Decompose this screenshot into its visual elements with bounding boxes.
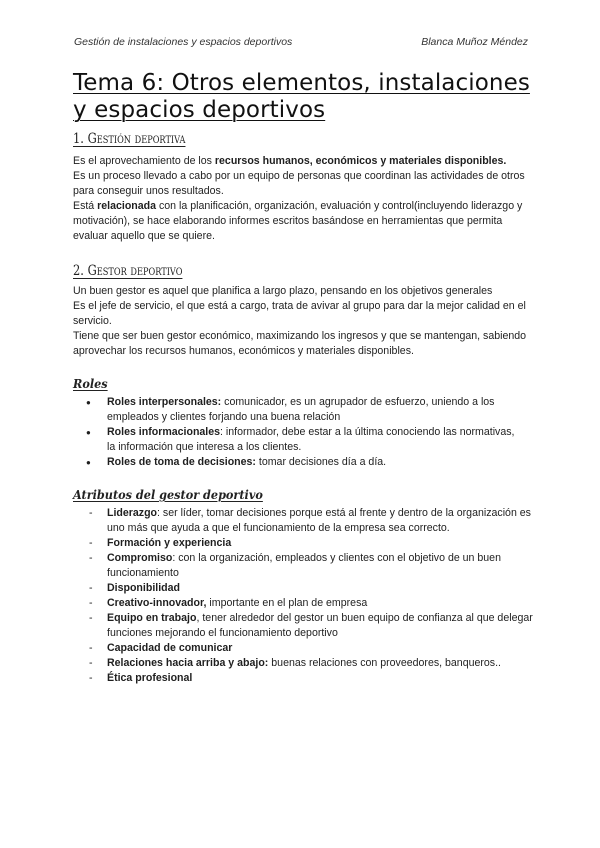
text: con la planificación, organización, evaluación y control(incluyendo liderazgo y motivación), se hace elaborando informes escritos basándose en herramientas que permita evaluar aquello que se quiere. xyxy=(73,200,523,242)
list-item xyxy=(73,506,533,536)
bold-text: Liderazgo xyxy=(107,507,158,519)
bold-text: Ética profesional xyxy=(107,672,193,684)
list-item xyxy=(73,656,533,671)
bold-text: Roles interpersonales: xyxy=(107,396,222,408)
text: , tener alrededor del gestor un buen equipo de confianza al que delegar funciones mejorando el funcionamiento deportivo xyxy=(107,612,533,639)
subheading-atributos: Atributos del gestor deportivo xyxy=(73,487,263,502)
section-heading-gestion-deportiva: 1. Gestión deportiva xyxy=(73,131,186,147)
bold-text: Roles de toma de decisiones: xyxy=(107,456,256,468)
header-course-title: Gestión de instalaciones y espacios deportivos xyxy=(74,36,293,48)
list-item xyxy=(73,611,533,641)
bold-text: recursos humanos, económicos y materiales disponibles. xyxy=(214,155,507,167)
bold-text: Relaciones hacia arriba y abajo: xyxy=(107,657,269,669)
bold-text: Capacidad de comunicar xyxy=(107,642,233,654)
text: : informador, debe estar a la última conociendo las normativas, la información que interesa a los clientes. xyxy=(107,426,515,453)
bold-text: relacionada xyxy=(97,200,157,212)
bold-text: Disponibilidad xyxy=(107,582,180,594)
list-item xyxy=(73,581,533,596)
roles-list xyxy=(73,395,523,470)
list-item xyxy=(73,671,533,686)
subheading-roles: Roles xyxy=(73,376,108,391)
text: comunicador, es un agrupador de esfuerzo, uniendo a los empleados y clientes forjando una buena relación xyxy=(107,396,495,423)
list-item xyxy=(73,596,533,611)
text: Es el aprovechamiento de los xyxy=(73,155,215,167)
section-body-gestor-deportivo xyxy=(73,284,533,359)
paragraph xyxy=(73,199,533,244)
text: : ser líder, tomar decisiones porque está al frente y dentro de la organización es uno más que ayuda a que el funcionamiento de la empresa sea correcto. xyxy=(107,507,531,534)
header-author: Blanca Muñoz Méndez xyxy=(421,36,528,48)
attributes-list xyxy=(73,506,533,686)
bold-text: Equipo en trabajo xyxy=(107,612,197,624)
bold-text: Roles informacionales xyxy=(107,426,221,438)
paragraph: Tiene que ser buen gestor económico, maximizando los ingresos y que se mantengan, sabiendo aprovechar los recursos humanos, económicos y materiales disponibles. xyxy=(73,330,527,357)
paragraph xyxy=(73,154,533,169)
section-heading-gestor-deportivo: 2. Gestor deportivo xyxy=(73,263,183,279)
paragraph: Es un proceso llevado a cabo por un equipo de personas que coordinan las actividades de otros para conseguir unos resultados. xyxy=(73,170,525,197)
paragraph: Un buen gestor es aquel que planifica a largo plazo, pensando en los objetivos generales xyxy=(73,285,493,297)
text: tomar decisiones día a día. xyxy=(255,456,387,468)
page-title: Tema 6: Otros elementos, instalaciones y espacios deportivos xyxy=(73,70,530,123)
list-item xyxy=(73,395,523,425)
list-item xyxy=(73,641,533,656)
bold-text: Compromiso xyxy=(107,552,173,564)
text: : con la organización, empleados y clientes con el objetivo de un buen funcionamiento xyxy=(107,552,501,579)
bold-text: Formación y experiencia xyxy=(107,537,232,549)
bold-text: Creativo-innovador, xyxy=(107,597,207,609)
list-item xyxy=(73,425,523,455)
list-item xyxy=(73,536,533,551)
text: buenas relaciones con proveedores, banqueros.. xyxy=(268,657,501,669)
page-header xyxy=(74,36,528,52)
paragraph: Es el jefe de servicio, el que está a cargo, trata de avivar al grupo para dar la mejor calidad en el servicio. xyxy=(73,300,526,327)
section-body-gestion-deportiva xyxy=(73,154,533,244)
list-item xyxy=(73,551,533,581)
text: Está xyxy=(73,200,98,212)
text: importante en el plan de empresa xyxy=(206,597,368,609)
list-item xyxy=(73,455,523,470)
